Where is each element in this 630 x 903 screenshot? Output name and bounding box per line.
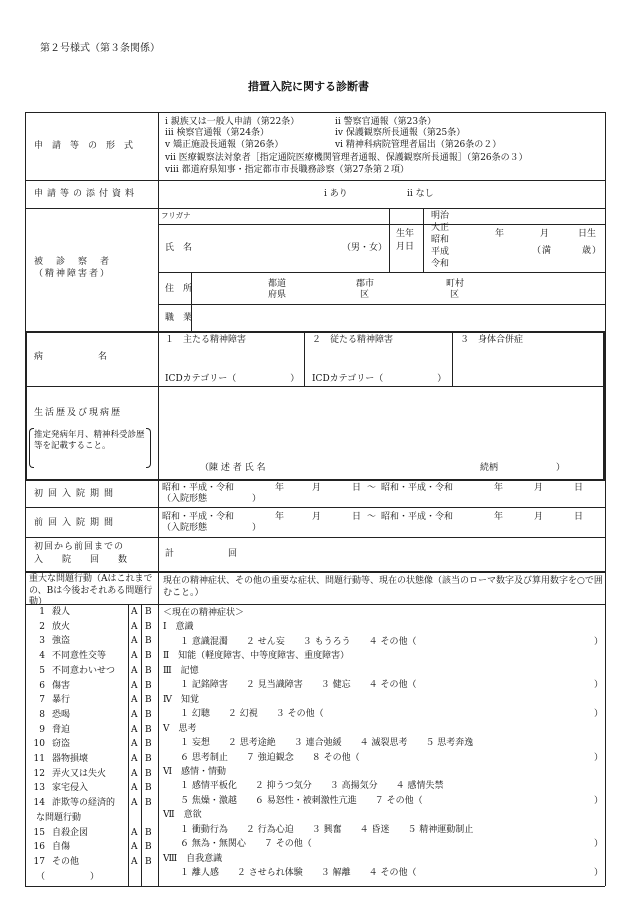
form-number: 第２号様式（第３条関係） xyxy=(40,43,160,54)
behavior-label: 家宅侵入 xyxy=(52,783,89,794)
behavior-number: 2 xyxy=(39,621,45,632)
col-divider xyxy=(423,208,424,272)
day-label: 日 xyxy=(574,512,584,522)
symptom-category: Ⅱ 知能（軽度障害、中等度障害、重度障害） xyxy=(163,651,350,662)
previous-admission-label: 前回入院期間 xyxy=(34,518,119,528)
behavior-label: （ ） xyxy=(36,871,100,882)
behavior-b-option[interactable]: B xyxy=(145,842,152,853)
birth-label: 月日 xyxy=(396,242,415,252)
box-border-right-thick xyxy=(603,331,605,480)
behavior-number: 17 xyxy=(33,856,45,867)
city-label: 区 xyxy=(360,290,370,300)
behavior-b-option[interactable]: B xyxy=(145,621,152,632)
secondary-disorder-label: ２ 従たる精神障害 xyxy=(312,335,394,345)
behavior-label: 自殺企図 xyxy=(52,827,89,838)
physical-comorbidity-label: ３ 身体合併症 xyxy=(460,335,524,345)
day-label: 日 xyxy=(574,483,584,493)
bracket-right xyxy=(146,428,151,468)
behavior-a-option[interactable]: A xyxy=(131,842,138,853)
symptom-options[interactable]: ６ 思考制止 ７ 強迫観念 ８ その他（ xyxy=(180,752,360,763)
application-option: ⅰ 親族又は一般人申請（第22条） xyxy=(165,117,300,127)
behavior-number: 14 xyxy=(33,798,45,809)
era-option[interactable]: 大正 xyxy=(431,223,450,233)
behavior-label: 不同意わいせつ xyxy=(52,665,116,676)
bracket-left xyxy=(29,428,34,468)
behavior-b-option[interactable]: B xyxy=(145,665,152,676)
behavior-a-option[interactable]: A xyxy=(131,709,138,720)
behavior-b-option[interactable]: B xyxy=(145,724,152,735)
attachment-no[interactable]: ⅱ なし xyxy=(407,189,434,199)
symptom-other-close: ） xyxy=(594,795,604,806)
behavior-a-option[interactable]: A xyxy=(131,651,138,662)
behavior-label: 自傷 xyxy=(52,842,71,853)
behavior-number: 10 xyxy=(33,739,45,750)
behavior-number: 15 xyxy=(33,827,45,838)
row-divider xyxy=(25,180,605,181)
behavior-label: 詐欺等の経済的 xyxy=(52,798,116,809)
era-option[interactable]: 昭和 xyxy=(431,235,450,245)
application-type-label: 申請等の形式 xyxy=(34,141,143,151)
behaviors-header: 重大な問題行動（Aはこれまでの、Bは今後おそれある問題行動） xyxy=(29,574,153,608)
symptom-category: Ⅷ 自我意識 xyxy=(163,853,223,864)
prefecture-label: 府県 xyxy=(268,290,287,300)
behavior-a-option[interactable]: A xyxy=(131,768,138,779)
day-label: 日 xyxy=(352,512,362,522)
behavior-label: な問題行動 xyxy=(36,812,82,823)
admission-form[interactable]: （入院形態 ） xyxy=(162,494,262,504)
behavior-a-option[interactable]: A xyxy=(131,827,138,838)
behavior-number: 3 xyxy=(39,636,45,647)
application-option: ⅶ 医療観察法対象者［指定通院医療機関管理者通報、保護観察所長通報］（第26条の３） xyxy=(165,153,528,163)
behavior-label: 放火 xyxy=(52,621,71,632)
table-border-left xyxy=(25,112,26,886)
year-label: 年 xyxy=(275,483,285,493)
sex-field[interactable]: （男・女） xyxy=(342,243,388,253)
behavior-label: 器物損壊 xyxy=(52,754,89,764)
row-divider xyxy=(158,304,605,305)
history-note: 推定発病年月、精神科受診歴等を記載すること。 xyxy=(34,430,145,452)
behavior-number: 5 xyxy=(39,665,45,676)
symptom-options[interactable]: １ 離人感 ２ させられ体験 ３ 解離 ４ その他（ xyxy=(180,868,417,879)
behavior-a-option[interactable]: A xyxy=(131,739,138,750)
period-start-era: 昭和・平成・令和 xyxy=(162,483,235,493)
behavior-label: 不同意性交等 xyxy=(52,651,107,662)
behavior-a-option[interactable]: A xyxy=(131,724,138,735)
tilde: ～ xyxy=(367,512,377,522)
behavior-number: 16 xyxy=(33,842,45,853)
behavior-label: 強盗 xyxy=(52,636,71,647)
application-option: ⅳ 保護観察所長通報（第25条） xyxy=(335,128,466,138)
col-divider xyxy=(452,331,453,386)
era-option[interactable]: 令和 xyxy=(431,259,450,269)
symptom-other-close: ） xyxy=(594,752,604,763)
birth-year-label: 年 xyxy=(495,229,505,239)
col-divider xyxy=(304,331,305,386)
behavior-a-option[interactable]: A xyxy=(131,798,138,809)
symptom-category: ＜現在の精神症状＞ xyxy=(163,608,245,618)
behavior-number: 11 xyxy=(33,754,45,764)
row-divider-thick xyxy=(25,331,605,333)
behavior-label: 暴行 xyxy=(52,695,71,706)
behavior-label: 脅迫 xyxy=(52,724,71,735)
year-label: 年 xyxy=(275,512,285,522)
behavior-b-option[interactable]: B xyxy=(145,856,152,867)
application-option: ⅵ 精神科病院管理者届出（第26条の２） xyxy=(335,140,502,150)
symptom-options[interactable]: １ 衝動行為 ２ 行為心迫 ３ 興奮 ４ 昏迷 ５ 精神運動制止 xyxy=(180,824,474,835)
row-divider-thick xyxy=(25,479,605,481)
col-divider xyxy=(128,604,129,886)
behavior-a-option[interactable]: A xyxy=(131,680,138,691)
behavior-a-option[interactable]: A xyxy=(131,621,138,632)
town-label: 区 xyxy=(450,290,460,300)
era-option[interactable]: 明治 xyxy=(431,211,450,221)
application-option: ⅱ 警察官通報（第23条） xyxy=(335,117,437,127)
box-border-left-thick xyxy=(25,331,27,480)
birth-label: 生年 xyxy=(396,229,415,239)
symptom-category: Ⅴ 思考 xyxy=(163,723,197,734)
day-label: 日 xyxy=(352,483,362,493)
patient-sublabel: （精神障害者） xyxy=(34,269,112,279)
period-end-era: 昭和・平成・令和 xyxy=(381,483,454,493)
table-border-bottom xyxy=(25,886,605,887)
month-label: 月 xyxy=(534,483,544,493)
behavior-b-option[interactable]: B xyxy=(145,651,152,662)
narrator-close: ） xyxy=(556,463,566,473)
behavior-number: 4 xyxy=(39,651,45,662)
row-divider xyxy=(25,208,605,209)
symptom-other-close: ） xyxy=(594,839,604,850)
label-column-divider xyxy=(158,112,159,572)
behavior-b-option[interactable]: B xyxy=(145,680,152,691)
table-border-top xyxy=(25,112,605,113)
admission-form[interactable]: （入院形態 ） xyxy=(162,523,262,533)
tilde: ～ xyxy=(367,483,377,493)
symptom-category: Ⅳ 知覚 xyxy=(163,694,199,705)
behavior-b-option[interactable]: B xyxy=(145,827,152,838)
symptom-other-close: ） xyxy=(594,709,604,720)
month-label: 月 xyxy=(312,512,322,522)
month-label: 月 xyxy=(312,483,322,493)
period-end-era: 昭和・平成・令和 xyxy=(381,512,454,522)
behavior-b-option[interactable]: B xyxy=(145,798,152,809)
behavior-label: 傷害 xyxy=(52,680,71,691)
attachment-yes[interactable]: ⅰ あり xyxy=(324,189,348,199)
symptom-options[interactable]: １ 感情平板化 ２ 抑うつ気分 ３ 高揚気分 ４ 感情失禁 xyxy=(180,781,444,792)
behavior-number: 9 xyxy=(39,724,45,735)
symptoms-header: 現在の精神症状、その他の重要な症状、問題行動等、現在の状態像（該当のローマ数字及び算用数字を○で囲むこと。） xyxy=(163,576,603,599)
year-label: 年 xyxy=(494,512,504,522)
symptom-category: Ⅶ 意欲 xyxy=(163,810,202,821)
symptom-options[interactable]: ６ 無為・無関心 ７ その他（ xyxy=(180,839,312,850)
behavior-number: 7 xyxy=(39,695,45,706)
row-divider xyxy=(25,537,605,538)
relation-label: 続柄 xyxy=(480,463,499,473)
symptom-other-close: ） xyxy=(594,680,604,691)
behavior-number: 13 xyxy=(33,783,45,794)
behavior-a-option[interactable]: A xyxy=(131,695,138,706)
behavior-b-option[interactable]: B xyxy=(145,739,152,750)
row-divider-thick xyxy=(25,571,605,573)
symptom-options[interactable]: １ 幻聴 ２ 幻視 ３ その他（ xyxy=(180,709,324,720)
row-divider xyxy=(158,224,605,225)
behavior-label: 殺人 xyxy=(52,607,71,617)
behavior-a-option[interactable]: A xyxy=(131,856,138,867)
narrator-label: （陳 述 者 氏 名 xyxy=(200,463,266,473)
page-title: 措置入院に関する診断書 xyxy=(248,80,369,93)
col-divider xyxy=(141,604,142,886)
city-label: 郡市 xyxy=(356,279,375,289)
behavior-number: 12 xyxy=(33,768,45,779)
behavior-number: 6 xyxy=(39,680,45,691)
history-label: 生活歴及び現病歴 xyxy=(34,408,123,418)
behavior-b-option[interactable]: B xyxy=(145,636,152,647)
symptom-category: Ⅵ 感情・情動 xyxy=(163,766,227,777)
behavior-number: 1 xyxy=(39,607,45,617)
col-divider xyxy=(158,571,159,886)
behavior-label: その他 xyxy=(52,856,80,867)
symptom-other-close: ） xyxy=(594,636,604,647)
birth-day-label: 日生 xyxy=(578,229,597,239)
name-label: 氏 名 xyxy=(165,243,193,253)
year-label: 年 xyxy=(494,483,504,493)
address-label: 住 所 xyxy=(165,284,193,294)
furigana-label: フリガナ xyxy=(161,211,191,220)
admission-count-label: 初回から前回までの xyxy=(34,542,125,552)
behavior-b-option[interactable]: B xyxy=(145,754,152,764)
birth-month-label: 月 xyxy=(540,229,550,239)
symptom-other-close: ） xyxy=(594,868,604,879)
occupation-label: 職 業 xyxy=(165,313,193,323)
times-label: 回 xyxy=(228,549,238,559)
icd-category-secondary[interactable]: ICDカテゴリー（ ） xyxy=(312,374,447,384)
symptom-options[interactable]: １ 意識混濁 ２ せん妄 ３ もうろう ４ その他（ xyxy=(180,636,417,647)
admission-count-sublabel: 入 院 回 数 xyxy=(34,555,133,565)
behavior-b-option[interactable]: B xyxy=(145,695,152,706)
total-label: 計 xyxy=(165,549,175,559)
icd-category-primary[interactable]: ICDカテゴリー（ ） xyxy=(165,374,300,384)
month-label: 月 xyxy=(534,512,544,522)
symptom-category: Ⅰ 意識 xyxy=(163,622,194,633)
period-start-era: 昭和・平成・令和 xyxy=(162,512,235,522)
behavior-a-option[interactable]: A xyxy=(131,665,138,676)
behavior-b-option[interactable]: B xyxy=(145,607,152,617)
primary-disorder-label: １ 主たる精神障害 xyxy=(165,335,247,345)
attachment-label: 申請等の添付資料 xyxy=(34,189,139,199)
table-border-right xyxy=(605,112,606,886)
behavior-label: 弄火又は失火 xyxy=(52,768,107,779)
behavior-b-option[interactable]: B xyxy=(145,768,152,779)
behavior-a-option[interactable]: A xyxy=(131,754,138,764)
prefecture-label: 都道 xyxy=(268,279,287,289)
behavior-label: 恐喝 xyxy=(52,709,71,720)
era-option[interactable]: 平成 xyxy=(431,247,450,257)
row-divider xyxy=(25,507,605,508)
symptom-options[interactable]: １ 妄想 ２ 思考途絶 ３ 連合弛緩 ４ 滅裂思考 ５ 思考奔逸 xyxy=(180,738,474,749)
town-label: 町村 xyxy=(446,279,465,289)
behavior-b-option[interactable]: B xyxy=(145,783,152,794)
symptom-options[interactable]: ５ 焦燥・激越 ６ 易怒性・被刺激性亢進 ７ その他（ xyxy=(180,795,423,806)
first-admission-label: 初回入院期間 xyxy=(34,489,119,499)
behavior-a-option[interactable]: A xyxy=(131,636,138,647)
row-divider xyxy=(25,386,605,387)
symptom-category: Ⅲ 記憶 xyxy=(163,665,199,676)
application-option: ⅲ 検察官通報（第24条） xyxy=(165,128,269,138)
application-option: ⅴ 矯正施設長通報（第26条） xyxy=(165,140,284,150)
behavior-b-option[interactable]: B xyxy=(145,709,152,720)
behavior-a-option[interactable]: A xyxy=(131,783,138,794)
disease-label: 病 名 xyxy=(34,352,115,362)
patient-label: 被 診 察 者 xyxy=(34,257,112,267)
row-divider xyxy=(158,272,605,273)
application-option: ⅷ 都道府県知事・指定都市市長職務診察（第27条第２項） xyxy=(165,165,410,175)
col-divider xyxy=(389,208,390,272)
symptom-options[interactable]: １ 記銘障害 ２ 見当識障害 ３ 健忘 ４ その他（ xyxy=(180,680,417,691)
behavior-number: 8 xyxy=(39,709,45,720)
behavior-label: 窃盗 xyxy=(52,739,71,750)
behavior-a-option[interactable]: A xyxy=(131,607,138,617)
age-field: （満 歳） xyxy=(532,246,603,256)
